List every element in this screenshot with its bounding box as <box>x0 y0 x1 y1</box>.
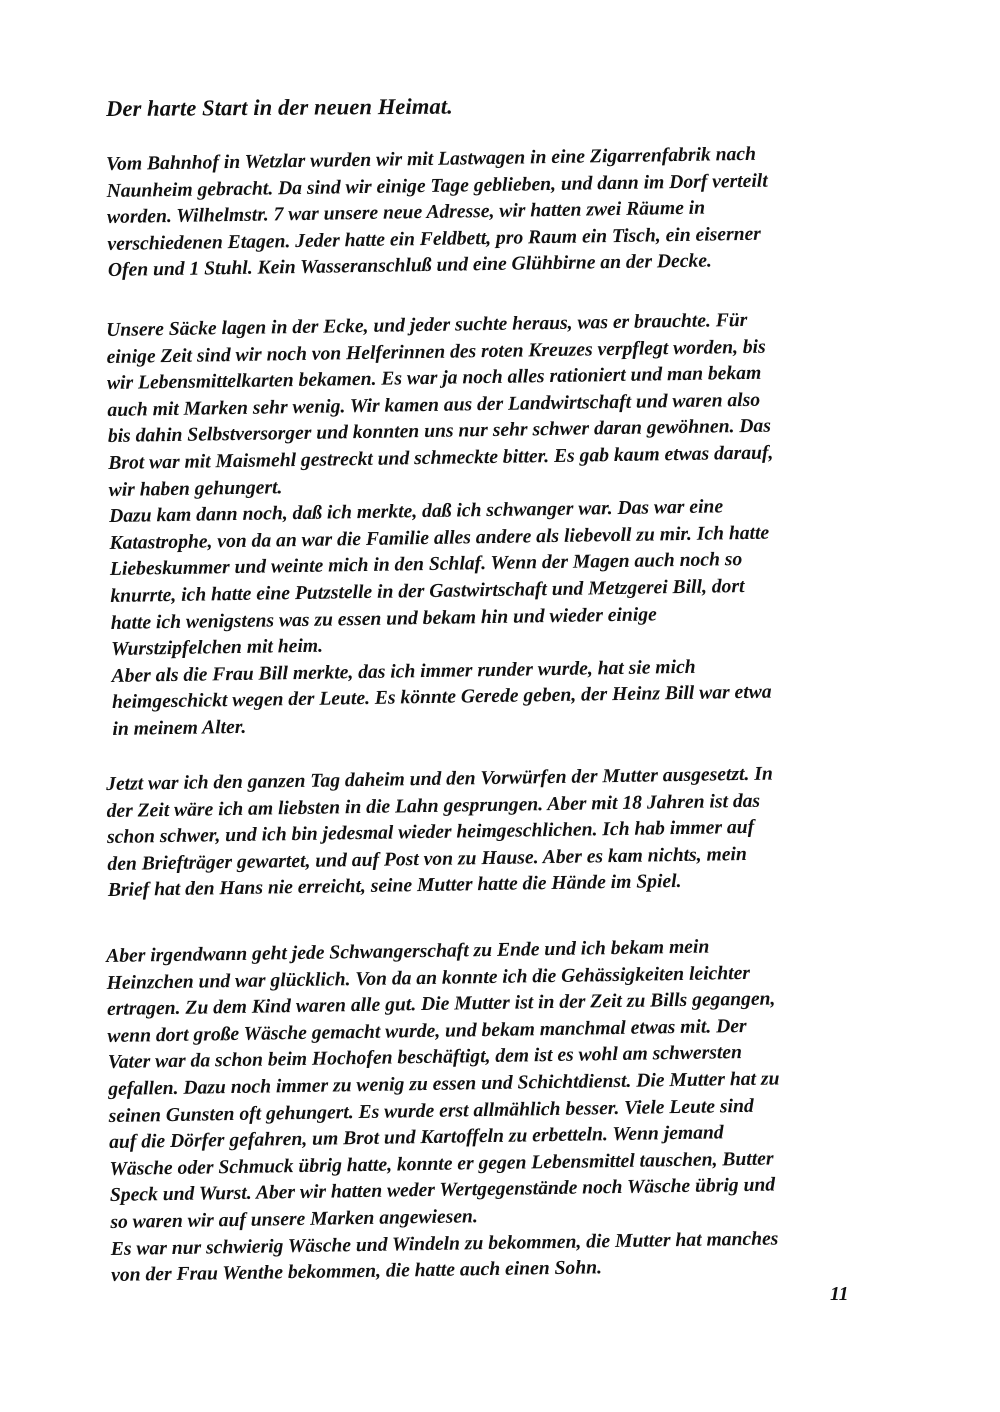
text-line: Wäsche oder Schmuck übrig hatte, konnte er gegen Lebensmittel tauschen, Butter <box>109 1148 774 1180</box>
text-line: Unsere Säcke lagen in der Ecke, und jeder suchte heraus, was er brauchte. Für <box>106 309 748 341</box>
text-line: knurrte, ich hatte eine Putzstelle in der Gastwirtschaft und Metzgerei Bill, dort <box>110 575 745 607</box>
text-line: worden. Wilhelmstr. 7 war unsere neue Adresse, wir hatten zwei Räume in <box>106 197 706 229</box>
paragraph-4 <box>106 931 911 1289</box>
paragraph-1 <box>106 139 908 285</box>
text-line: Heinzchen und war glücklich. Von da an konnte ich die Gehässigkeiten leichter <box>106 962 751 994</box>
paragraph-2 <box>106 305 913 743</box>
text-line: Katastrophe, von da an war die Familie alles andere als liebevoll zu mir. Ich hatte <box>109 522 770 554</box>
text-line: Liebeskummer und weinte mich in den Schlaf. Wenn der Magen auch noch so <box>109 549 743 581</box>
text-line: schon schwer, und ich bin jedesmal wieder heimgeschlichen. Ich hab immer auf <box>106 817 755 849</box>
text-line: Speck und Wurst. Aber wir hatten weder Wertgegenstände noch Wäsche übrig und <box>109 1174 776 1207</box>
text-line: Dazu kam dann noch, daß ich merkte, daß ich schwanger war. Das war eine <box>108 496 724 528</box>
text-line: ertragen. Zu dem Kind waren alle gut. Die Mutter ist in der Zeit zu Bills gegangen, <box>106 988 776 1021</box>
text-line: wir Lebensmittelkarten bekamen. Es war ja noch alles rationiert und man bekam <box>106 362 762 395</box>
text-line: verschiedenen Etagen. Jeder hatte ein Feldbett, pro Raum ein Tisch, ein eiserner <box>107 223 762 255</box>
page-title: Der harte Start in der neuen Heimat. <box>106 93 453 121</box>
text-line: auf die Dörfer gefahren, um Brot und Kartoffeln zu erbetteln. Wenn jemand <box>108 1122 724 1154</box>
text-line: so waren wir auf unsere Marken angewiesen. <box>110 1206 478 1233</box>
text-line: von der Frau Wenthe bekommen, die hatte auch einen Sohn. <box>111 1257 603 1287</box>
text-line: Jetzt war ich den ganzen Tag daheim und den Vorwürfen der Mutter ausgesetzt. In <box>106 763 773 795</box>
text-line: den Briefträger gewartet, und auf Post von zu Hause. Aber es kam nichts, mein <box>107 843 747 875</box>
text-line: wir haben gehungert. <box>108 476 283 501</box>
text-line: Ofen und 1 Stuhl. Kein Wasseranschluß und eine Glühbirne an der Decke. <box>107 250 713 282</box>
text-line: Aber irgendwann geht jede Schwangerschaft zu Ende und ich bekam mein <box>106 936 710 967</box>
text-line: Aber als die Frau Bill merkte, das ich immer runder wurde, hat sie mich <box>111 656 696 687</box>
text-line: gefallen. Dazu noch immer zu wenig zu essen und Schichtdienst. Die Mutter hat zu <box>108 1068 780 1100</box>
text-line: Es war nur schwierig Wäsche und Windeln zu bekommen, die Mutter hat manches <box>110 1228 779 1260</box>
text-line: Vom Bahnhof in Wetzlar wurden wir mit Lastwagen in eine Zigarrenfabrik nach <box>106 143 757 175</box>
text-line: hatte ich wenigstens was zu essen und bekam hin und wieder einige <box>110 603 657 634</box>
text-line: seinen Gunsten oft gehungert. Es wurde erst allmählich besser. Viele Leute sind <box>108 1095 754 1127</box>
text-line: Brief hat den Hans nie erreicht, seine Mutter hatte die Hände im Spiel. <box>107 871 682 902</box>
text-line: der Zeit wäre ich am liebsten in die Lahn gesprungen. Aber mit 18 Jahren ist das <box>106 790 761 822</box>
page-number: 11 <box>830 1284 849 1305</box>
text-line: Wurstzipfelchen mit heim. <box>111 635 324 661</box>
text-line: heimgeschickt wegen der Leute. Es könnte Gerede geben, der Heinz Bill war etwa <box>111 681 772 714</box>
text-line: auch mit Marken sehr wenig. Wir kamen aus der Landwirtschaft und waren also <box>107 389 761 421</box>
text-line: in meinem Alter. <box>112 716 247 740</box>
text-line: wenn dort große Wäsche gemacht wurde, und bekam manchmal etwas mit. Der <box>107 1015 747 1047</box>
text-line: Naunheim gebracht. Da sind wir einige Tage geblieben, und dann im Dorf verteilt <box>106 170 768 202</box>
paragraph-3 <box>106 759 908 905</box>
text-line: einige Zeit sind wir noch von Helferinnen des roten Kreuzes verpflegt worden, bis <box>106 336 766 368</box>
text-line: bis dahin Selbstversorger und konnten uns nur sehr schwer daran gewöhnen. Das <box>107 415 772 448</box>
text-line: Vater war da schon beim Hochofen beschäftigt, dem ist es wohl am schwersten <box>107 1042 743 1074</box>
text-line: Brot war mit Maismehl gestreckt und schmeckte bitter. Es gab kaum etwas darauf, <box>108 442 774 474</box>
